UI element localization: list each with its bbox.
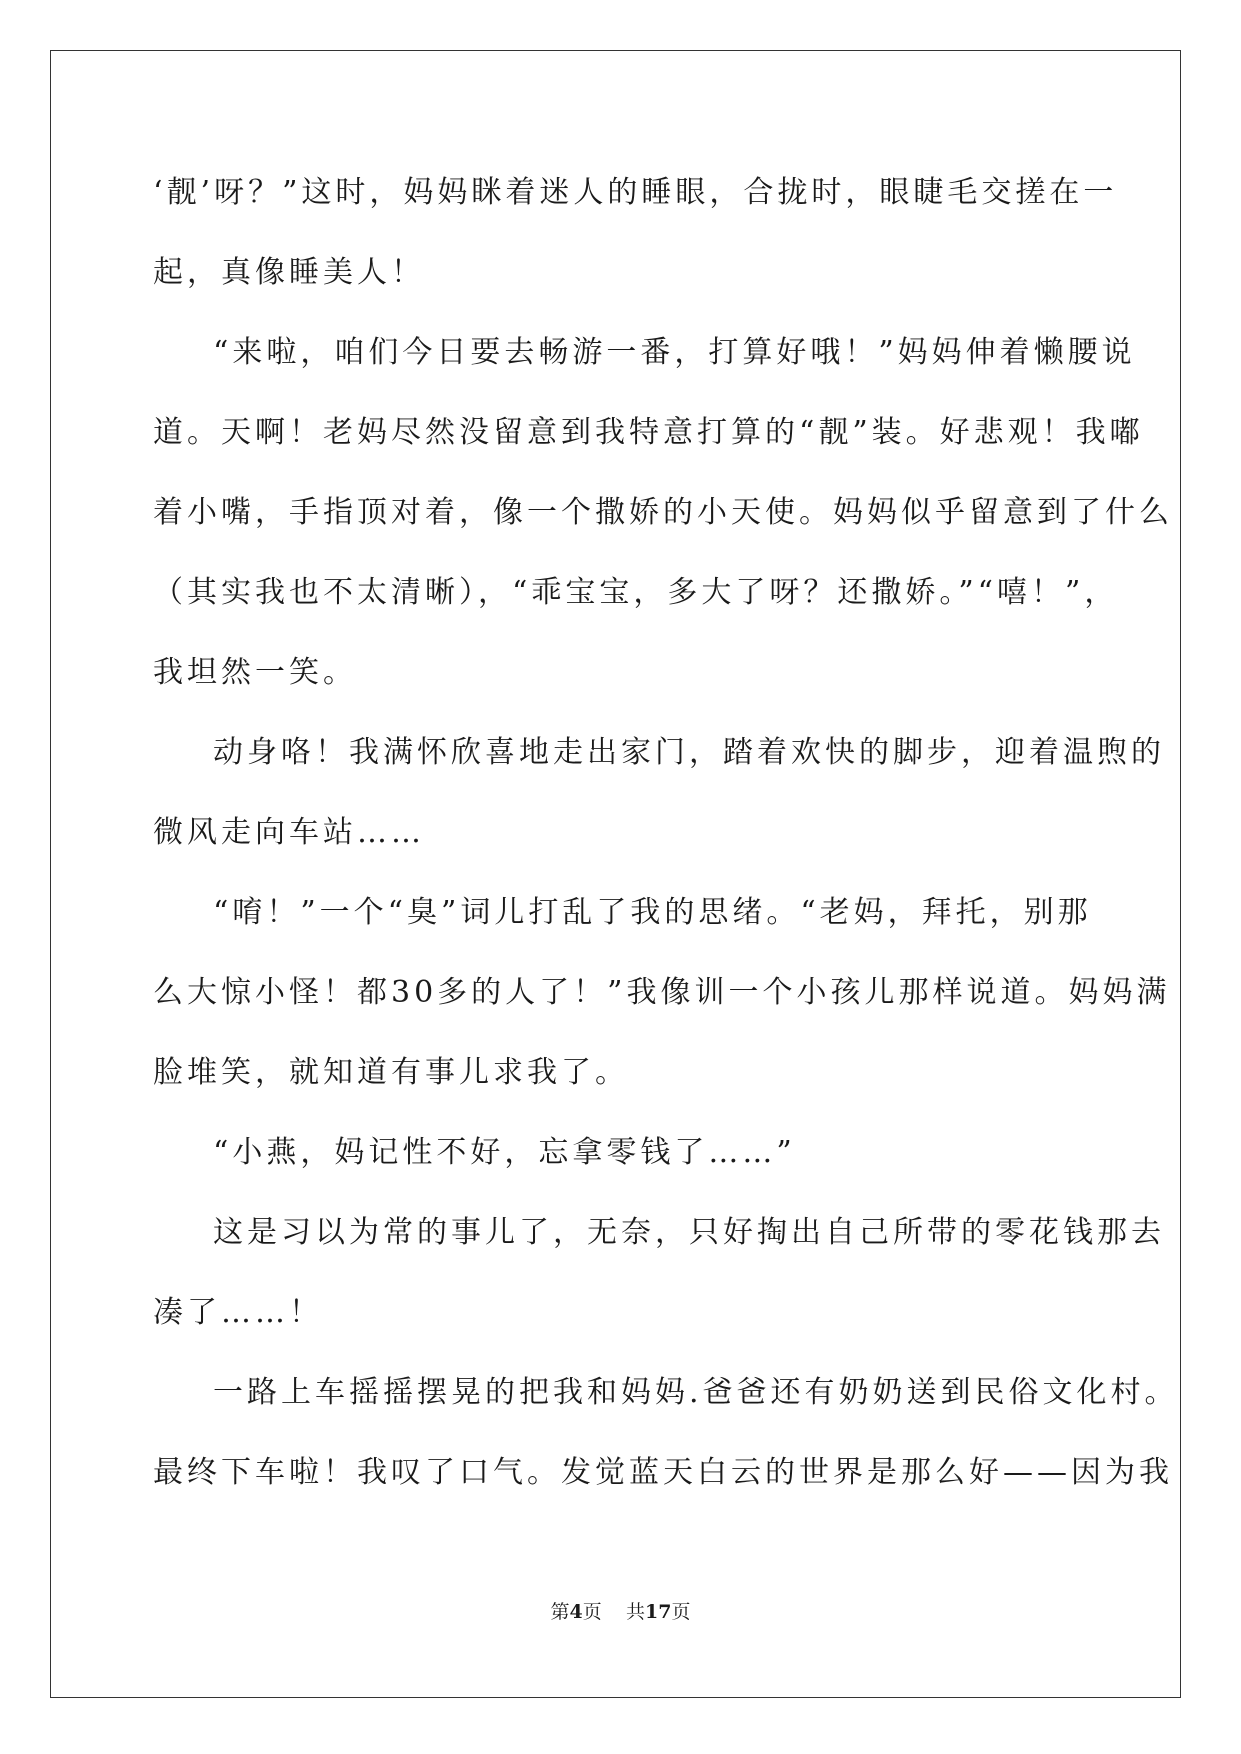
text-line: 脸堆笑，就知道有事儿求我了。: [153, 1055, 629, 1090]
current-page-number: 4: [569, 1601, 583, 1623]
text-line: 最终下车啦！我叹了口气。发觉蓝天白云的世界是那么好——因为我: [153, 1455, 1173, 1490]
text-line: （其实我也不太清晰），“乖宝宝，多大了呀？还撒娇。”“嘻！”，: [153, 575, 1119, 610]
text-line: 凑了……！: [153, 1295, 323, 1330]
footer-prefix: 第: [550, 1601, 570, 1623]
total-page-count: 17: [644, 1601, 672, 1623]
text-line: 道。天啊！老妈尽然没留意到我特意打算的“靓”装。好悲观！我嘟: [153, 415, 1144, 450]
text-line: “唷！”一个“臭”词儿打乱了我的思绪。“老妈，拜托，别那: [213, 895, 1092, 930]
text-line: 么大惊小怪！都30多的人了！”我像训一个小孩儿那样说道。妈妈满: [153, 975, 1171, 1010]
text-line: 一路上车摇摇摆晃的把我和妈妈.爸爸还有奶奶送到民俗文化村。: [213, 1375, 1179, 1410]
footer-page-word: 页: [582, 1601, 602, 1623]
document-body: [153, 153, 1179, 1513]
text-line: 起，真像睡美人！: [153, 255, 425, 290]
footer-total-prefix: 共: [625, 1601, 645, 1623]
text-line: 着小嘴，手指顶对着，像一个撒娇的小天使。妈妈似乎留意到了什么: [153, 495, 1173, 530]
text-line: 我坦然一笑。: [153, 655, 357, 690]
text-line: 微风走向车站……: [153, 815, 425, 850]
page-footer: [0, 1597, 1241, 1624]
text-line: “来啦，咱们今日要去畅游一番，打算好哦！”妈妈伸着懒腰说: [213, 335, 1136, 370]
text-line: ‘靓’呀？”这时，妈妈眯着迷人的睡眼，合拢时，眼睫毛交搓在一: [153, 175, 1118, 210]
text-line: 这是习以为常的事儿了，无奈，只好掏出自己所带的零花钱那去: [213, 1215, 1165, 1250]
text-line: 动身咯！我满怀欣喜地走出家门，踏着欢快的脚步，迎着温煦的: [213, 735, 1165, 770]
footer-total-suffix: 页: [671, 1601, 691, 1623]
text-line: “小燕，妈记性不好，忘拿零钱了……”: [213, 1135, 796, 1170]
